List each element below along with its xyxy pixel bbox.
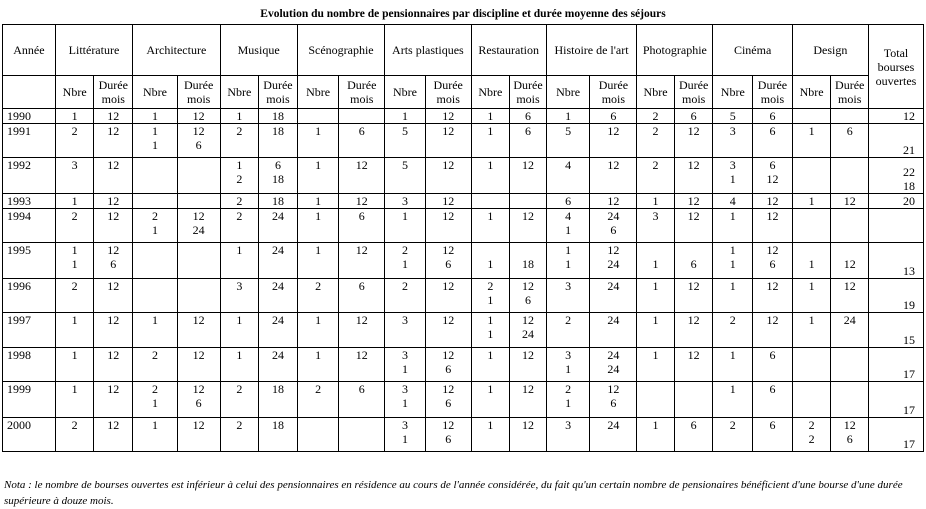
header-discipline: Histoire de l'art	[546, 25, 636, 76]
duree-cell: 12	[94, 348, 133, 382]
duree-cell: 12	[425, 158, 471, 194]
nbre-cell: 1	[297, 194, 339, 209]
duree-cell: 12	[425, 194, 471, 209]
nbre-cell: 4	[713, 194, 753, 209]
nbre-cell: 1	[471, 109, 510, 124]
duree-cell: 12	[425, 279, 471, 313]
duree-cell: 6	[753, 124, 793, 158]
year-cell: 1995	[3, 243, 56, 279]
nbre-cell: 2	[55, 124, 94, 158]
table-row	[3, 243, 924, 279]
nbre-cell: 2	[55, 279, 94, 313]
duree-cell: 6 18	[259, 158, 298, 194]
nbre-cell: 1	[55, 348, 94, 382]
header-duree: Durée mois	[831, 76, 869, 109]
header-nbre: Nbre	[637, 76, 675, 109]
duree-cell: 24	[259, 243, 298, 279]
duree-cell	[510, 194, 547, 209]
table-row	[3, 209, 924, 243]
table-row	[3, 158, 924, 194]
header-discipline: Cinéma	[713, 25, 792, 76]
header-annee: Année	[3, 25, 56, 76]
duree-cell: 24	[259, 209, 298, 243]
total-cell: 21	[869, 124, 924, 158]
duree-cell: 12	[753, 194, 793, 209]
duree-cell: 12	[674, 158, 713, 194]
nbre-cell: 1	[133, 418, 178, 452]
nbre-cell: 2 2	[792, 418, 831, 452]
nbre-cell: 2	[546, 313, 590, 348]
duree-cell: 18	[259, 194, 298, 209]
duree-cell: 12	[339, 313, 385, 348]
nbre-cell: 2 1	[471, 279, 510, 313]
duree-cell	[339, 418, 385, 452]
duree-cell	[831, 158, 869, 194]
total-cell: 19	[869, 279, 924, 313]
duree-cell	[339, 109, 385, 124]
nbre-cell: 2	[55, 418, 94, 452]
header-nbre: Nbre	[471, 76, 510, 109]
duree-cell	[177, 243, 220, 279]
duree-cell: 12	[339, 194, 385, 209]
nbre-cell: 2	[220, 194, 259, 209]
nbre-cell: 1	[471, 124, 510, 158]
nbre-cell: 1	[55, 313, 94, 348]
nbre-cell: 1	[713, 279, 753, 313]
duree-cell: 6 12	[753, 158, 793, 194]
nbre-cell: 2	[713, 313, 753, 348]
duree-cell	[831, 209, 869, 243]
duree-cell: 6	[339, 209, 385, 243]
nbre-cell: 3	[55, 158, 94, 194]
duree-cell: 24 6	[590, 209, 637, 243]
header-discipline: Design	[792, 25, 868, 76]
nbre-cell: 1	[55, 109, 94, 124]
header-duree: Durée mois	[339, 76, 385, 109]
nbre-cell: 1	[220, 348, 259, 382]
nbre-cell: 1	[637, 279, 675, 313]
nbre-cell: 2 1	[385, 243, 426, 279]
duree-cell: 12	[94, 158, 133, 194]
nbre-cell: 2	[385, 279, 426, 313]
duree-cell: 12 6	[177, 124, 220, 158]
duree-cell: 12	[177, 109, 220, 124]
duree-cell: 12	[94, 109, 133, 124]
duree-cell: 12 6	[831, 418, 869, 452]
duree-cell: 12 6	[177, 382, 220, 418]
duree-cell: 6	[831, 124, 869, 158]
nbre-cell: 1	[792, 313, 831, 348]
nbre-cell: 2	[220, 382, 259, 418]
duree-cell: 24	[259, 279, 298, 313]
duree-cell: 6	[510, 124, 547, 158]
duree-cell: 12	[425, 209, 471, 243]
duree-cell: 12	[94, 313, 133, 348]
header-nbre: Nbre	[385, 76, 426, 109]
nbre-cell: 1	[471, 348, 510, 382]
duree-cell: 6	[674, 243, 713, 279]
nbre-cell: 1	[297, 348, 339, 382]
nbre-cell: 3 1	[385, 382, 426, 418]
nbre-cell: 1	[471, 243, 510, 279]
year-cell: 1997	[3, 313, 56, 348]
duree-cell: 6	[590, 109, 637, 124]
nbre-cell: 1	[297, 124, 339, 158]
duree-cell: 12	[831, 194, 869, 209]
year-cell: 1990	[3, 109, 56, 124]
nbre-cell: 1	[713, 348, 753, 382]
duree-cell: 12	[339, 348, 385, 382]
duree-cell: 12 6	[753, 243, 793, 279]
duree-cell: 24	[590, 279, 637, 313]
nbre-cell: 1	[713, 209, 753, 243]
table-title: Evolution du nombre de pensionnaires par discipline et durée moyenne des séjours	[260, 8, 666, 20]
duree-cell: 12 24	[510, 313, 547, 348]
header-discipline: Restauration	[471, 25, 546, 76]
year-cell: 1993	[3, 194, 56, 209]
total-cell	[869, 209, 924, 243]
nbre-cell: 2	[713, 418, 753, 452]
duree-cell: 12	[590, 124, 637, 158]
duree-cell	[674, 382, 713, 418]
nbre-cell: 2	[637, 158, 675, 194]
total-cell: 20	[869, 194, 924, 209]
duree-cell: 12	[674, 348, 713, 382]
duree-cell	[177, 194, 220, 209]
nbre-cell: 1 1	[471, 313, 510, 348]
table-row	[3, 109, 924, 124]
duree-cell	[831, 382, 869, 418]
header-duree: Durée mois	[510, 76, 547, 109]
nbre-cell: 2 1	[133, 209, 178, 243]
duree-cell: 12 6	[425, 418, 471, 452]
duree-cell: 12	[339, 158, 385, 194]
year-cell: 1992	[3, 158, 56, 194]
nbre-cell: 1	[792, 279, 831, 313]
header-discipline: Photographie	[637, 25, 713, 76]
total-cell: 15	[869, 313, 924, 348]
nbre-cell: 5	[385, 158, 426, 194]
duree-cell: 12	[94, 124, 133, 158]
nbre-cell: 1	[297, 209, 339, 243]
duree-cell: 12	[510, 209, 547, 243]
nbre-cell: 1	[385, 109, 426, 124]
total-cell: 12	[869, 109, 924, 124]
duree-cell: 12	[510, 382, 547, 418]
nbre-cell	[792, 382, 831, 418]
nbre-cell: 5	[385, 124, 426, 158]
duree-cell	[177, 279, 220, 313]
nbre-cell	[133, 194, 178, 209]
nbre-cell: 3	[385, 194, 426, 209]
nbre-cell: 1	[792, 124, 831, 158]
nbre-cell: 1	[220, 313, 259, 348]
duree-cell: 12	[674, 124, 713, 158]
duree-cell: 24	[259, 313, 298, 348]
nbre-cell: 5	[546, 124, 590, 158]
duree-cell: 6	[753, 109, 793, 124]
duree-cell: 24	[590, 313, 637, 348]
nbre-cell: 1	[133, 109, 178, 124]
duree-cell: 12	[753, 313, 793, 348]
header-duree: Durée mois	[94, 76, 133, 109]
duree-cell: 12	[177, 348, 220, 382]
duree-cell: 12	[510, 158, 547, 194]
nbre-cell	[792, 109, 831, 124]
year-cell: 1991	[3, 124, 56, 158]
duree-cell: 18	[259, 418, 298, 452]
duree-cell: 12	[674, 209, 713, 243]
year-cell: 1996	[3, 279, 56, 313]
header-nbre: Nbre	[546, 76, 590, 109]
header-nbre: Nbre	[220, 76, 259, 109]
header-duree: Durée mois	[590, 76, 637, 109]
year-cell: 1994	[3, 209, 56, 243]
nbre-cell	[471, 194, 510, 209]
duree-cell: 12 24	[177, 209, 220, 243]
nbre-cell	[792, 348, 831, 382]
duree-cell: 12	[425, 124, 471, 158]
header-discipline: Littérature	[55, 25, 132, 76]
duree-cell: 12	[753, 209, 793, 243]
nbre-cell: 4	[546, 158, 590, 194]
year-cell: 1999	[3, 382, 56, 418]
table-row	[3, 194, 924, 209]
nbre-cell	[792, 158, 831, 194]
duree-cell: 12	[94, 209, 133, 243]
duree-cell: 12 6	[590, 382, 637, 418]
header-nbre: Nbre	[713, 76, 753, 109]
duree-cell: 6	[339, 382, 385, 418]
duree-cell: 12 6	[94, 243, 133, 279]
header-duree: Durée mois	[177, 76, 220, 109]
nbre-cell	[297, 109, 339, 124]
duree-cell: 6	[753, 418, 793, 452]
nbre-cell: 2	[220, 124, 259, 158]
total-cell: 13	[869, 243, 924, 279]
nbre-cell: 1	[55, 382, 94, 418]
duree-cell: 6	[339, 124, 385, 158]
nbre-cell: 3 1	[713, 158, 753, 194]
nbre-cell: 2	[297, 382, 339, 418]
nbre-cell: 1	[637, 348, 675, 382]
duree-cell: 6	[674, 418, 713, 452]
nbre-cell: 1	[220, 243, 259, 279]
duree-cell: 18	[259, 382, 298, 418]
header-discipline: Architecture	[133, 25, 220, 76]
duree-cell: 12	[94, 279, 133, 313]
duree-cell: 6	[674, 109, 713, 124]
nbre-cell: 1	[713, 382, 753, 418]
nbre-cell	[133, 279, 178, 313]
year-cell: 2000	[3, 418, 56, 452]
duree-cell: 12	[590, 194, 637, 209]
nbre-cell: 1	[297, 158, 339, 194]
duree-cell: 12 6	[425, 382, 471, 418]
header-duree: Durée mois	[259, 76, 298, 109]
duree-cell	[177, 158, 220, 194]
nbre-cell: 3 1	[385, 418, 426, 452]
nbre-cell: 2 1	[546, 382, 590, 418]
nbre-cell: 1	[637, 313, 675, 348]
nbre-cell: 6	[546, 194, 590, 209]
nbre-cell	[133, 243, 178, 279]
duree-cell: 12	[590, 158, 637, 194]
nbre-cell: 1 1	[133, 124, 178, 158]
table-row	[3, 348, 924, 382]
nbre-cell: 3 1	[546, 348, 590, 382]
header-duree: Durée mois	[753, 76, 793, 109]
nbre-cell: 2	[637, 109, 675, 124]
nbre-cell: 1	[471, 418, 510, 452]
nbre-cell: 1	[297, 313, 339, 348]
nbre-cell: 1	[55, 194, 94, 209]
nbre-cell: 1	[792, 194, 831, 209]
nbre-cell: 1	[471, 209, 510, 243]
duree-cell: 12	[339, 243, 385, 279]
nbre-cell: 1	[220, 109, 259, 124]
nbre-cell: 5	[713, 109, 753, 124]
duree-cell: 6	[753, 348, 793, 382]
nbre-cell: 2	[220, 418, 259, 452]
pensionnaires-table	[2, 24, 924, 452]
header-nbre: Nbre	[297, 76, 339, 109]
duree-cell: 12 6	[425, 243, 471, 279]
nbre-cell: 4 1	[546, 209, 590, 243]
table-row	[3, 418, 924, 452]
nbre-cell: 1 1	[546, 243, 590, 279]
nbre-cell: 1	[385, 209, 426, 243]
duree-cell: 12	[177, 418, 220, 452]
nbre-cell: 3	[546, 418, 590, 452]
total-cell: 17	[869, 348, 924, 382]
duree-cell: 12	[674, 194, 713, 209]
table-row	[3, 124, 924, 158]
nbre-cell: 1	[471, 382, 510, 418]
duree-cell: 18	[259, 124, 298, 158]
year-cell: 1998	[3, 348, 56, 382]
duree-cell: 12	[753, 279, 793, 313]
nbre-cell: 2	[637, 124, 675, 158]
nbre-cell	[297, 418, 339, 452]
header-discipline: Musique	[220, 25, 297, 76]
duree-cell: 24 24	[590, 348, 637, 382]
header-total: Total bourses ouvertes	[869, 25, 924, 109]
duree-cell: 12 6	[510, 279, 547, 313]
duree-cell: 6	[753, 382, 793, 418]
header-nbre: Nbre	[55, 76, 94, 109]
nbre-cell: 3	[713, 124, 753, 158]
duree-cell: 12	[674, 313, 713, 348]
duree-cell: 12	[94, 194, 133, 209]
header-duree: Durée mois	[674, 76, 713, 109]
header-nbre: Nbre	[792, 76, 831, 109]
nbre-cell: 1	[792, 243, 831, 279]
total-cell: 22 18	[869, 158, 924, 194]
nbre-cell: 3	[546, 279, 590, 313]
nbre-cell: 3	[220, 279, 259, 313]
nbre-cell: 1 2	[220, 158, 259, 194]
duree-cell: 12	[510, 348, 547, 382]
table-row	[3, 313, 924, 348]
nbre-cell: 1	[297, 243, 339, 279]
duree-cell: 6	[510, 109, 547, 124]
duree-cell: 12	[674, 279, 713, 313]
duree-cell: 24	[259, 348, 298, 382]
nbre-cell: 3	[385, 313, 426, 348]
nbre-cell	[133, 158, 178, 194]
duree-cell: 24	[831, 313, 869, 348]
header-discipline: Arts plastiques	[385, 25, 471, 76]
nbre-cell	[792, 209, 831, 243]
nbre-cell: 2 1	[133, 382, 178, 418]
nbre-cell: 2	[133, 348, 178, 382]
duree-cell: 12	[425, 109, 471, 124]
duree-cell: 12	[177, 313, 220, 348]
nbre-cell: 3 1	[385, 348, 426, 382]
nbre-cell: 1	[637, 194, 675, 209]
total-cell: 17	[869, 418, 924, 452]
duree-cell	[831, 348, 869, 382]
duree-cell: 6	[339, 279, 385, 313]
header-blank	[3, 76, 56, 109]
table-row	[3, 382, 924, 418]
header-duree: Durée mois	[425, 76, 471, 109]
nbre-cell: 1 1	[55, 243, 94, 279]
nbre-cell: 2	[297, 279, 339, 313]
total-cell: 17	[869, 382, 924, 418]
duree-cell: 12	[831, 279, 869, 313]
nbre-cell: 1 1	[713, 243, 753, 279]
duree-cell: 12 24	[590, 243, 637, 279]
nbre-cell: 2	[220, 209, 259, 243]
nbre-cell: 3	[637, 209, 675, 243]
duree-cell: 12	[425, 313, 471, 348]
duree-cell: 12	[94, 418, 133, 452]
nbre-cell: 1	[637, 243, 675, 279]
nbre-cell: 1	[637, 418, 675, 452]
duree-cell: 12	[510, 418, 547, 452]
header-discipline: Scénographie	[297, 25, 384, 76]
duree-cell	[831, 109, 869, 124]
duree-cell: 12	[831, 243, 869, 279]
header-nbre: Nbre	[133, 76, 178, 109]
nbre-cell: 1	[471, 158, 510, 194]
duree-cell: 18	[510, 243, 547, 279]
duree-cell: 24	[590, 418, 637, 452]
table-row	[3, 279, 924, 313]
duree-cell: 12 6	[425, 348, 471, 382]
nbre-cell: 2	[55, 209, 94, 243]
duree-cell: 18	[259, 109, 298, 124]
nbre-cell: 1	[133, 313, 178, 348]
duree-cell: 12	[94, 382, 133, 418]
nbre-cell	[637, 382, 675, 418]
footnote: Nota : le nombre de bourses ouvertes est inférieur à celui des pensionnaires en résidence au cours de l'année considérée, du fait qu'un certain nombre de pensionaires bénéficient d'une bourse d'une durée supérieure à douze mois.	[4, 479, 903, 507]
nbre-cell: 1	[546, 109, 590, 124]
